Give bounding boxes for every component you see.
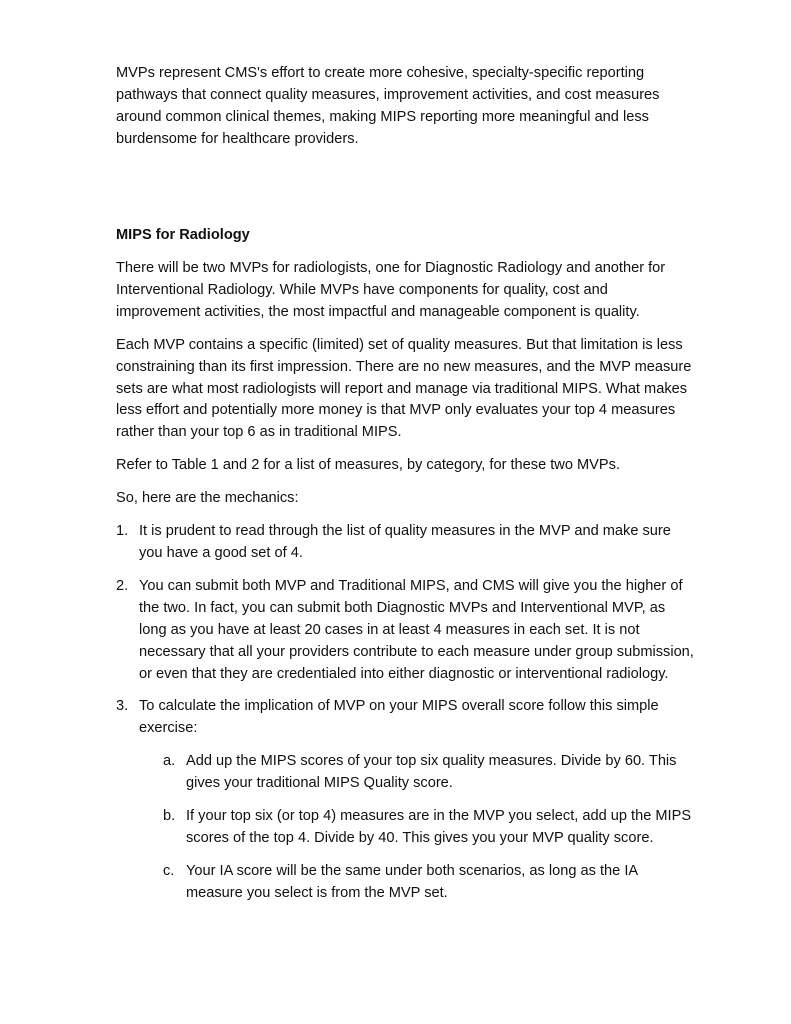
sublist-item-text: If your top six (or top 4) measures are in the MVP you select, add up the MIPS scores of the top 4. Divide by 40. This gives you your MVP quality score. xyxy=(186,808,692,846)
list-item xyxy=(116,576,696,686)
section-heading-block xyxy=(116,225,696,247)
paragraph-measure-sets: Each MVP contains a specific (limited) set of quality measures. But that limitation is less constraining than its first impression. There are no new measures, and the MVP measure sets are what most radiologists will report and manage via traditional MIPS. What makes less effort and potentially more money is that MVP only evaluates your top 4 measures rather than your top 6 as in traditional MIPS. xyxy=(116,336,692,441)
sublist-item xyxy=(163,751,696,795)
sublist-marker: c. xyxy=(163,862,175,879)
sublist-item-text: Add up the MIPS scores of your top six quality measures. Divide by 60. This gives your traditional MIPS Quality score. xyxy=(186,753,677,792)
mechanics-list xyxy=(116,521,696,905)
section-heading: MIPS for Radiology xyxy=(116,227,250,243)
paragraph-table-reference: Refer to Table 1 and 2 for a list of measures, by category, for these two MVPs. xyxy=(116,457,620,474)
list-marker: 1. xyxy=(116,523,129,540)
paragraph-mvps-overview: There will be two MVPs for radiologists, one for Diagnostic Radiology and another for Interventional Radiology. While MVPs have components for quality, cost and improvement activities, the most impactful and manageable component is quality. xyxy=(116,260,666,320)
sublist-item xyxy=(163,861,696,905)
list-item xyxy=(116,696,696,904)
list-item-text: It is prudent to read through the list of quality measures in the MVP and make sure you have a good set of 4. xyxy=(139,523,671,561)
intro-section xyxy=(116,63,696,151)
list-item xyxy=(116,521,696,565)
sublist-item xyxy=(163,806,696,850)
sublist-marker: a. xyxy=(163,753,176,770)
sublist-marker: b. xyxy=(163,808,176,825)
list-item-text: To calculate the implication of MVP on your MIPS overall score follow this simple exercise: xyxy=(139,698,659,737)
section-body xyxy=(116,258,696,916)
sublist-item-text: Your IA score will be the same under both scenarios, as long as the IA measure you select is from the MVP set. xyxy=(186,862,638,901)
list-marker: 2. xyxy=(116,577,129,594)
list-item-text: You can submit both MVP and Traditional MIPS, and CMS will give you the higher of the two. In fact, you can submit both Diagnostic MVPs and Interventional MVP, as long as you have at least 20 cases in at least 4 measures in each set. It is not necessary that all your providers contribute to each measure under group submission, or even that they are credentialed into either diagnostic or interventional radiology. xyxy=(139,577,694,682)
paragraph-mechanics-intro: So, here are the mechanics: xyxy=(116,490,299,507)
intro-paragraph: MVPs represent CMS's effort to create more cohesive, specialty-specific reporting pathways that connect quality measures, improvement activities, and cost measures around common clinical themes, making MIPS reporting more meaningful and less burdensome for healthcare providers. xyxy=(116,65,660,147)
calculation-sublist xyxy=(139,751,696,904)
list-marker: 3. xyxy=(116,698,129,715)
